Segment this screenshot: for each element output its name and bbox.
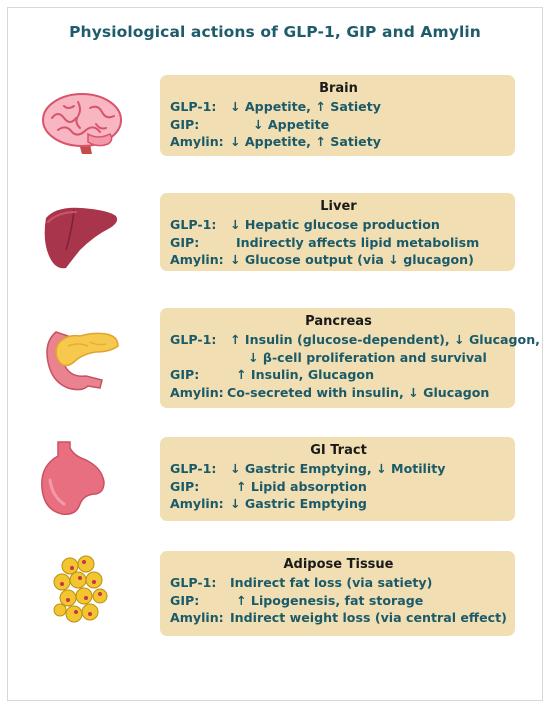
row-gip [170,116,507,134]
row-label: Amylin: [170,134,224,149]
row-glp1 [170,574,507,592]
stomach-icon [38,440,108,522]
row-amylin [170,495,507,513]
figure-title: Physiological actions of GLP-1, GIP and Amylin [69,23,481,41]
row-label: GIP: [170,478,200,494]
row-label: GIP: [170,367,200,382]
card-brain [160,75,515,156]
row-text: ↓ Gastric Emptying, ↓ Motility [230,461,446,476]
card-title-liver: Liver [320,199,357,214]
pancreas-icon [40,322,126,397]
row-label: GLP-1: [170,575,217,590]
row-amylin [170,609,507,627]
row-glp1 [170,98,507,116]
card-adipose-tissue [160,551,515,636]
row-text: ↓ Appetite, ↑ Satiety [230,99,381,114]
row-gip [170,592,507,610]
row-glp1 [170,216,507,234]
row-label: GLP-1: [170,461,217,476]
row-amylin [170,133,507,151]
row-text: ↓ Appetite, ↑ Satiety [230,134,381,149]
row-text: ↓ Glucose output (via ↓ glucagon) [230,252,474,267]
card-gi-tract [160,437,515,521]
row-text: ↓ Appetite [253,116,330,132]
row-text: ↑ Insulin, Glucagon [236,367,375,382]
row-label: GIP: [170,234,200,250]
row-label: GLP-1: [170,99,217,114]
card-title-adipose-tissue: Adipose Tissue [283,557,394,572]
row-text: ↑ Insulin (glucose-dependent), ↓ Glucagon, [230,332,540,347]
row-text: ↓ β-cell proliferation and survival [248,349,487,365]
row-label: Amylin: [170,252,224,267]
row-gip [170,478,507,496]
card-title-pancreas: Pancreas [305,314,372,329]
row-glp1 [170,331,540,349]
row-gip [170,366,507,384]
row-text: ↑ Lipogenesis, fat storage [236,592,424,608]
row-text: Indirect weight loss (via central effect) [230,610,507,625]
row-text: ↑ Lipid absorption [236,478,367,494]
row-text: ↓ Hepatic glucose production [230,217,440,232]
card-pancreas [160,308,540,408]
row-text: Co-secreted with insulin, ↓ Glucagon [227,384,490,400]
row-label: GIP: [170,592,200,608]
row-amylin [170,251,507,269]
liver-icon [40,200,120,270]
row-label: GIP: [170,116,200,132]
row-amylin [170,384,507,402]
row-text: ↓ Gastric Emptying [230,496,367,511]
row-label: GLP-1: [170,332,217,347]
card-liver [160,193,515,271]
row-text: Indirectly affects lipid metabolism [236,234,480,250]
row-label: Amylin: [170,610,224,625]
row-label: Amylin: [170,384,224,400]
row-gip [170,234,507,252]
row-label [170,349,230,367]
adipose-tissue-icon [50,552,115,632]
brain-icon [38,88,130,156]
card-title-gi-tract: GI Tract [310,443,367,458]
row-label: Amylin: [170,496,224,511]
card-title-brain: Brain [319,81,358,96]
row-text: Indirect fat loss (via satiety) [230,575,433,590]
row-glp1 [170,460,507,478]
row-glp1-continued [170,349,507,367]
row-label: GLP-1: [170,217,217,232]
